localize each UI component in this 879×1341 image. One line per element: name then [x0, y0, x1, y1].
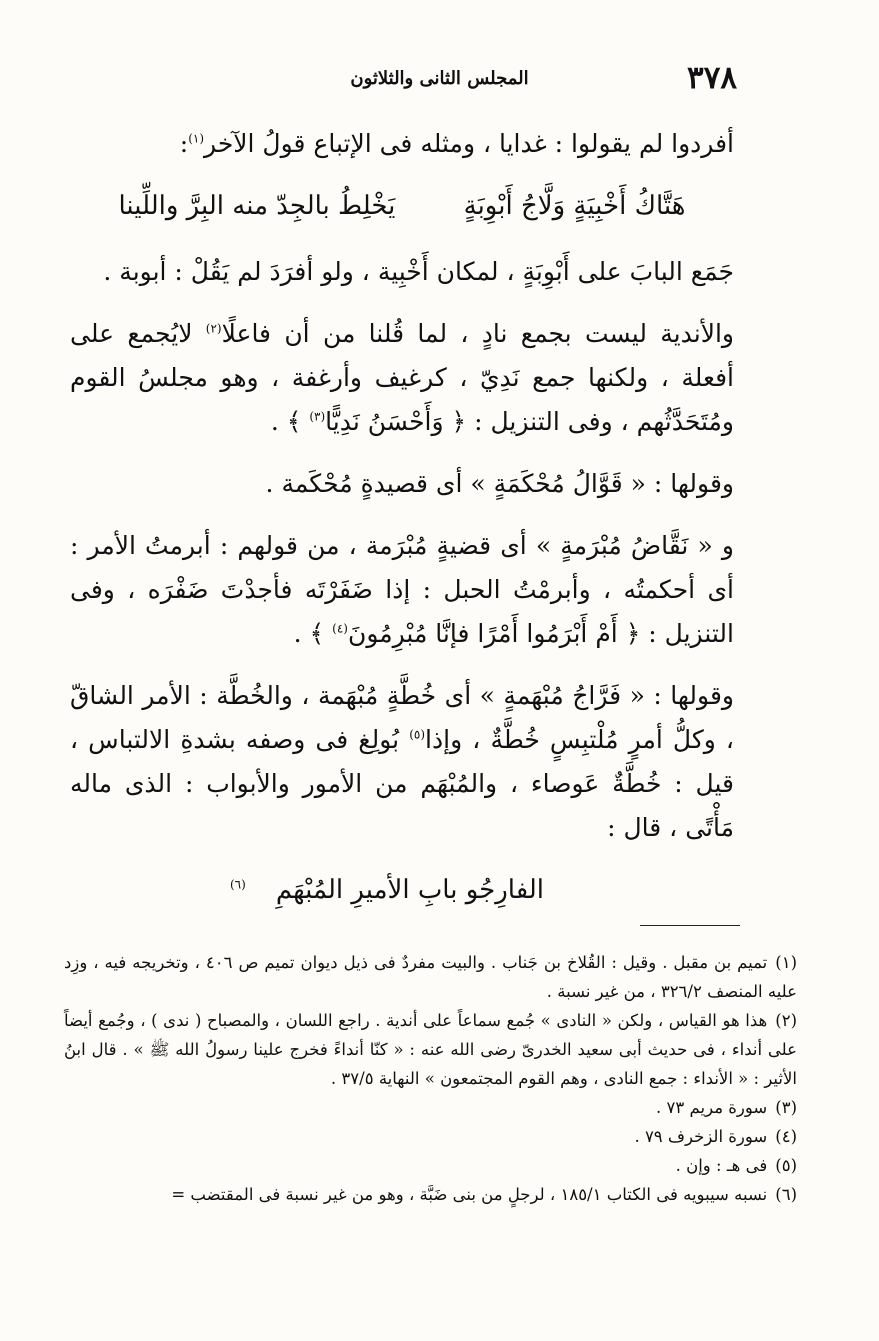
footnotes [64, 948, 797, 1209]
footnote-separator [640, 925, 740, 926]
paragraph: جَمَع البابَ على أَبْوِبَةٍ ، لمكان أَخْبِية ، ولو أفرَدَ لم يَقُلْ : أبوبة . [103, 257, 734, 286]
footnote [64, 948, 797, 1006]
footnote-ref: (٤) [332, 621, 348, 636]
paragraph: وقولها : « قَوَّالُ مُحْكَمَةٍ » أى قصيدةٍ مُحْكَمة . [265, 469, 734, 498]
footnote-number: (٤) [775, 1127, 797, 1146]
footnote-number: (١) [775, 953, 798, 972]
footnote [64, 1180, 797, 1209]
footnote [64, 1093, 797, 1122]
footnote-number: (٥) [775, 1156, 797, 1175]
footnote-number: (٦) [775, 1185, 797, 1204]
footnote-ref: (١) [188, 131, 205, 146]
paragraph: أفردوا لم يقولوا : غدايا ، ومثله فى الإتباع قولُ الآخر$^{(١)}$: [179, 129, 734, 158]
verse-first-hemistich: هَتَّاكُ أَخْبِيَةٍ وَلَّاجُ أَبْوِبَةٍ [463, 191, 686, 221]
running-title: المجلس الثانى والثلاثون [350, 68, 529, 89]
footnote-text: تميم بن مقبل . وقيل : القُلاخ بن جَناب . والبيت مفردٌ فى ذيل ديوان تميم ص ٤٠٦ ، وتخريجه فيه ، وزِد عليه المنصف ٣٢٦/٢ ، من غير نسبة . [64, 953, 797, 1001]
footnote-ref: (٢) [205, 321, 222, 336]
page-number: ٣٧٨ [687, 60, 737, 96]
footnote [64, 1122, 797, 1151]
main-text [70, 122, 734, 934]
footnote [64, 1006, 797, 1093]
poem-verse [70, 184, 734, 228]
footnote-text: فى هـ : وإن . [675, 1156, 768, 1175]
paragraph: و « نَقَّاضُ مُبْرَمةٍ » أى قضيةٍ مُبْرَمة ، من قولهم : أبرمتُ الأمر : أى أحكمتُه ، وأبرمْتُ الحبل : إذا ضَفَرْتَه فأجدْتَ ضَفْرَه ، وفى التنزيل : ﴿ أَمْ أَبْرَمُوا أَمْرًا فإنَّا مُبْرِمُونَ$^{(٤)}$ ﴾ . [70, 531, 734, 648]
footnote-number: (٢) [775, 1011, 797, 1030]
footnote-ref: (٣) [309, 409, 326, 424]
footnote-text: نسبه سيبويه فى الكتاب ١٨٥/١ ، لرجلٍ من بنى ضَبَّة ، وهو من غير نسبة فى المقتضب = [171, 1185, 768, 1204]
poem-quote: الفارِجُو بابِ الأميرِ المُبْهَمِ$^{(٦)}$ [229, 875, 545, 905]
footnote-ref: (٥) [409, 727, 426, 742]
paragraph: والأندية ليست بجمع نادٍ ، لما قُلنا من أن فاعلًا$^{(٢)}$ لايُجمع على أفعلة ، ولكنها جمع نَدِيّ ، كرغيف وأرغفة ، وهو مجلسُ القوم ومُتَحَدَّثُهم ، وفى التنزيل : ﴿ وَأَحْسَنُ نَدِيًّا$^{(٣)}$ ﴾ . [70, 319, 734, 436]
footnote-text: سورة مريم ٧٣ . [656, 1098, 768, 1117]
footnote-number: (٣) [775, 1098, 797, 1117]
footnote-text: سورة الزخرف ٧٩ . [634, 1127, 768, 1146]
footnote-ref: (٦) [229, 877, 246, 892]
footnote [64, 1151, 797, 1180]
verse-second-hemistich: يَخْلِطُ بالجِدّ منه البِرَّ واللِّينا [118, 191, 396, 221]
footnote-text: هذا هو القياس ، ولكن « النادى » جُمع سماعاً على أندية . راجع اللسان ، والمصباح ( ندى ) ، وجُمع أيضاً على أنداء ، فى حديث أبى سعيد الخدرىّ رضى الله عنه : « كنّا أنداءً فخرج علينا رسولُ الله ﷺ » . قال ابنُ الأثير : « الأنداء : جمع النادى ، وهم القوم المجتمعون » النهاية ٣٧/٥ . [64, 1011, 797, 1088]
page-header [60, 60, 819, 100]
paragraph: وقولها : « فَرَّاجُ مُبْهَمةٍ » أى خُطَّةٍ مُبْهَمة ، والخُطَّة : الأمر الشاقّ ، وكلُّ أمرٍ مُلْتبِسٍ خُطَّةٌ ، وإذا$^{(٥)}$ بُولِغ فى وصفه بشدةِ الالتباس ، قيل : خُطَّةٌ عَوصاء ، والمُبْهَم من الأمور والأبواب : الذى ماله مَأْتًى ، قال : [70, 681, 734, 842]
